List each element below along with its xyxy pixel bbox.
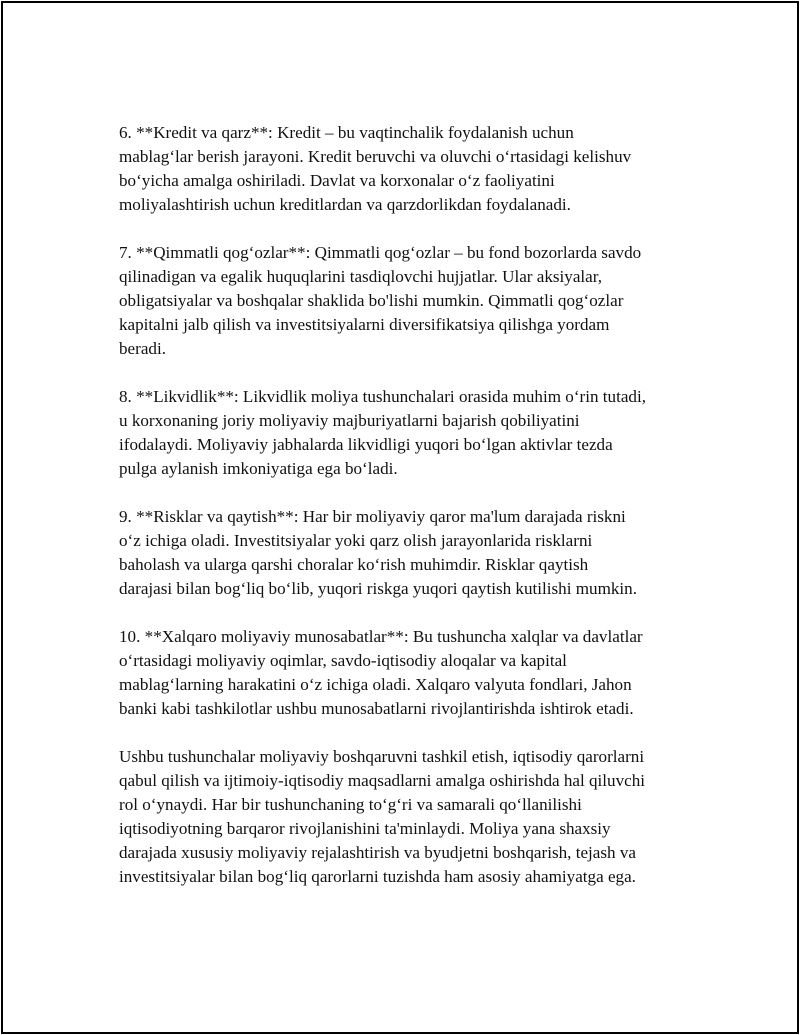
text-line: rol o‘ynaydi. Har bir tushunchaning to‘g‘ri va samarali qo‘llanilishi	[119, 795, 582, 814]
text-line: o‘rtasidagi moliyaviy oqimlar, savdo-iqtisodiy aloqalar va kapital	[119, 651, 567, 670]
paragraph-kredit-va-qarz	[119, 121, 699, 217]
text-line: ifodalaydi. Moliyaviy jabhalarda likvidligi yuqori bo‘lgan aktivlar tezda	[119, 435, 613, 454]
text-line: investitsiyalar bilan bog‘liq qarorlarni tuzishda ham asosiy ahamiyatga ega.	[119, 867, 636, 886]
text-line: 8. **Likvidlik**: Likvidlik moliya tushunchalari orasida muhim o‘rin tutadi,	[119, 387, 646, 406]
text-line: moliyalashtirish uchun kreditlardan va qarzdorlikdan foydalanadi.	[119, 195, 571, 214]
text-line: bo‘yicha amalga oshiriladi. Davlat va korxonalar o‘z faoliyatini	[119, 171, 555, 190]
paragraph-likvidlik	[119, 385, 699, 481]
text-line: obligatsiyalar va boshqalar shaklida bo'lishi mumkin. Qimmatli qog‘ozlar	[119, 291, 624, 310]
text-line: qabul qilish va ijtimoiy-iqtisodiy maqsadlarni amalga oshirishda hal qiluvchi	[119, 771, 646, 790]
text-line: darajasi bilan bog‘liq bo‘lib, yuqori riskga yuqori qaytish kutilishi mumkin.	[119, 579, 637, 598]
paragraph-qimmatli-qogozlar	[119, 241, 699, 361]
text-line: 6. **Kredit va qarz**: Kredit – bu vaqtinchalik foydalanish uchun	[119, 123, 574, 142]
text-line: beradi.	[119, 339, 166, 358]
document-page	[1, 1, 799, 1034]
text-line: banki kabi tashkilotlar ushbu munosabatlarni rivojlantirishda ishtirok etadi.	[119, 699, 634, 718]
text-line: mablag‘lar berish jarayoni. Kredit beruvchi va oluvchi o‘rtasidagi kelishuv	[119, 147, 632, 166]
text-line: pulga aylanish imkoniyatiga ega bo‘ladi.	[119, 459, 398, 478]
text-line: kapitalni jalb qilish va investitsiyalarni diversifikatsiya qilishga yordam	[119, 315, 610, 334]
document-body	[119, 121, 699, 913]
text-line: qilinadigan va egalik huquqlarini tasdiqlovchi hujjatlar. Ular aksiyalar,	[119, 267, 603, 286]
text-line: iqtisodiyotning barqaror rivojlanishini ta'minlaydi. Moliya yana shaxsiy	[119, 819, 611, 838]
text-line: 9. **Risklar va qaytish**: Har bir moliyaviy qaror ma'lum darajada riskni	[119, 507, 626, 526]
paragraph-risklar-va-qaytish	[119, 505, 699, 601]
text-line: 7. **Qimmatli qog‘ozlar**: Qimmatli qog‘ozlar – bu fond bozorlarda savdo	[119, 243, 642, 262]
text-line: mablag‘larning harakatini o‘z ichiga oladi. Xalqaro valyuta fondlari, Jahon	[119, 675, 632, 694]
text-line: u korxonaning joriy moliyaviy majburiyatlarni bajarish qobiliyatini	[119, 411, 580, 430]
paragraph-conclusion	[119, 745, 699, 889]
text-line: baholash va ularga qarshi choralar ko‘rish muhimdir. Risklar qaytish	[119, 555, 589, 574]
paragraph-xalqaro-moliyaviy-munosabatlar	[119, 625, 699, 721]
text-line: Ushbu tushunchalar moliyaviy boshqaruvni tashkil etish, iqtisodiy qarorlarni	[119, 747, 645, 766]
text-line: 10. **Xalqaro moliyaviy munosabatlar**: Bu tushuncha xalqlar va davlatlar	[119, 627, 643, 646]
text-line: o‘z ichiga oladi. Investitsiyalar yoki qarz olish jarayonlarida risklarni	[119, 531, 593, 550]
text-line: darajada xususiy moliyaviy rejalashtirish va byudjetni boshqarish, tejash va	[119, 843, 636, 862]
